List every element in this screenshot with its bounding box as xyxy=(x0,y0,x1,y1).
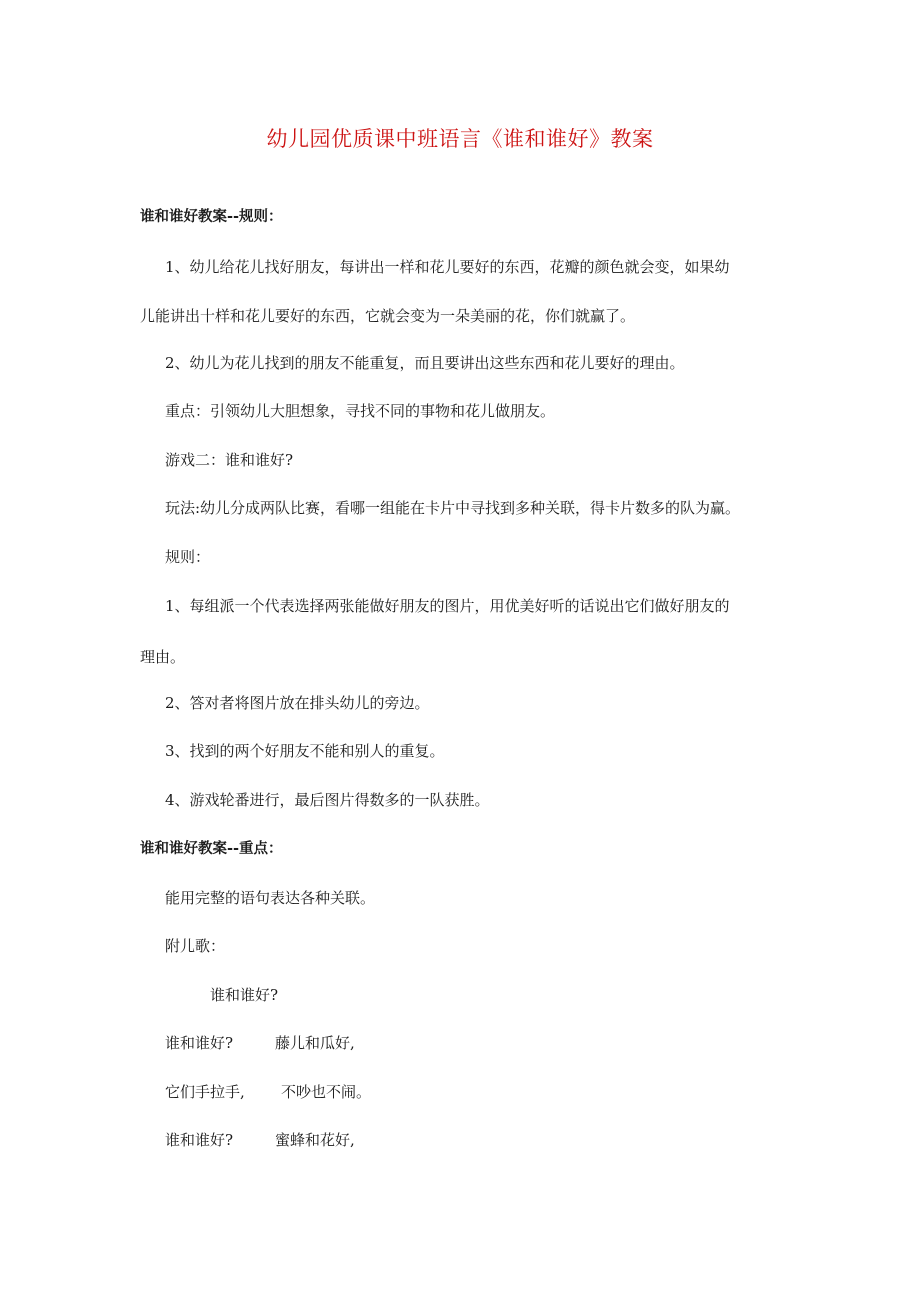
paragraph-game-two: 游戏二：谁和谁好? xyxy=(165,451,294,469)
song-line xyxy=(165,1082,371,1102)
section-heading-focus: 谁和谁好教案--重点： xyxy=(140,841,283,857)
appendix-label: 附儿歌： xyxy=(165,937,226,955)
section-heading-rules: 谁和谁好教案--规则： xyxy=(140,209,283,225)
song-line-part-b: 蜜蜂和花好, xyxy=(275,1131,355,1149)
game-rule-2: 2、答对者将图片放在排头幼儿的旁边。 xyxy=(165,694,430,712)
song-line xyxy=(165,1033,355,1053)
paragraph-rule-1-line-1: 1、幼儿给花儿找好朋友，每讲出一样和花儿要好的东西，花瓣的颜色就会变，如果幼 xyxy=(165,258,730,276)
song-line-part-b: 不吵也不闹。 xyxy=(281,1083,372,1101)
page-title: 幼儿园优质课中班语言《谁和谁好》教案 xyxy=(266,127,654,151)
song-line-part-b: 藤儿和瓜好, xyxy=(275,1034,355,1052)
rules-label: 规则： xyxy=(165,548,211,566)
paragraph-key-point: 重点：引领幼儿大胆想象，寻找不同的事物和花儿做朋友。 xyxy=(165,402,556,420)
game-rule-4: 4、游戏轮番进行，最后图片得数多的一队获胜。 xyxy=(165,791,490,809)
paragraph-play-method: 玩法:幼儿分成两队比赛，看哪一组能在卡片中寻找到多种关联，得卡片数多的队为赢。 xyxy=(165,499,741,517)
song-title: 谁和谁好? xyxy=(210,986,279,1004)
song-line-part-a: 它们手拉手, xyxy=(165,1083,245,1101)
paragraph-focus: 能用完整的语句表达各种关联。 xyxy=(165,889,376,907)
song-line-part-a: 谁和谁好? xyxy=(165,1034,234,1052)
game-rule-1-line-1: 1、每组派一个代表选择两张能做好朋友的图片，用优美好听的话说出它们做好朋友的 xyxy=(165,597,730,615)
paragraph-rule-1-line-2: 儿能讲出十样和花儿要好的东西，它就会变为一朵美丽的花，你们就赢了。 xyxy=(140,307,636,325)
song-line xyxy=(165,1130,355,1150)
paragraph-rule-2: 2、幼儿为花儿找到的朋友不能重复，而且要讲出这些东西和花儿要好的理由。 xyxy=(165,354,685,372)
game-rule-3: 3、找到的两个好朋友不能和别人的重复。 xyxy=(165,742,445,760)
game-rule-1-line-2: 理由。 xyxy=(140,648,186,666)
song-line-part-a: 谁和谁好? xyxy=(165,1131,234,1149)
